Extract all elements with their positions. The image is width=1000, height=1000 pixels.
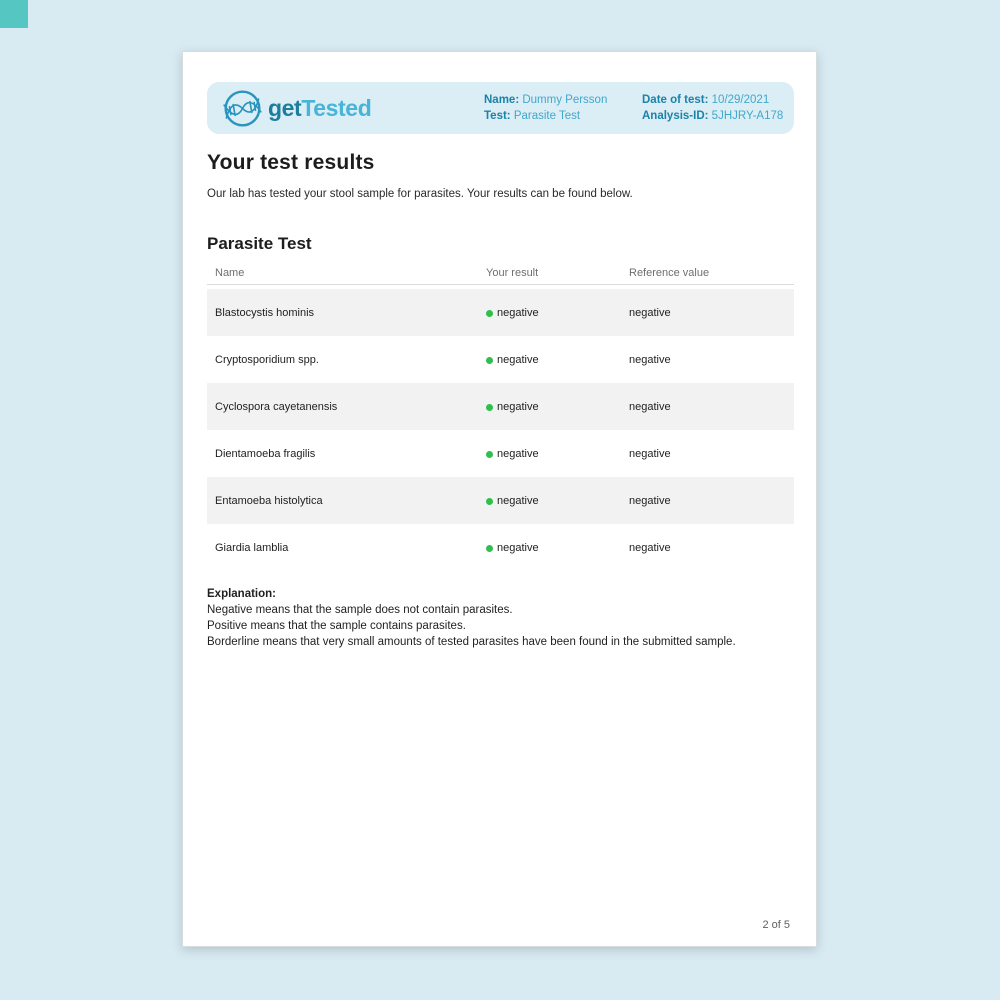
table-row: [207, 383, 794, 430]
test-meta-column: [642, 92, 783, 124]
test-label: Test:: [484, 110, 511, 122]
corner-marker: [0, 0, 28, 28]
section-title: Parasite Test: [207, 234, 312, 253]
result-cell: [486, 354, 629, 366]
result-cell: [486, 448, 629, 460]
reference-value: negative: [629, 400, 671, 413]
result-cell: [486, 401, 629, 413]
parasite-name: Entamoeba histolytica: [215, 494, 323, 507]
name-value: Dummy Persson: [522, 94, 608, 106]
dna-circle-icon: [222, 88, 263, 129]
explanation-lines: [207, 602, 792, 650]
status-dot-icon: [486, 545, 493, 552]
table-row: [207, 477, 794, 524]
name-label: Name:: [484, 94, 520, 106]
result-cell: [486, 307, 629, 319]
result-value: negative: [497, 541, 539, 554]
result-value: negative: [497, 353, 539, 366]
reference-value: negative: [629, 353, 671, 366]
explanation-title: Explanation:: [207, 588, 277, 600]
analysis-id-label: Analysis-ID:: [642, 110, 709, 122]
logo-text-tested: Tested: [301, 94, 372, 121]
status-dot-icon: [486, 310, 493, 317]
column-header-name: Name: [215, 267, 245, 279]
page-title: Your test results: [207, 151, 375, 174]
reference-value: negative: [629, 447, 671, 460]
date-of-test-row: [642, 92, 783, 108]
table-row: [207, 524, 794, 571]
test-type-row: [484, 108, 607, 124]
status-dot-icon: [486, 404, 493, 411]
explanation-block: [207, 586, 792, 650]
status-dot-icon: [486, 498, 493, 505]
reference-value: negative: [629, 541, 671, 554]
parasite-name: Cryptosporidium spp.: [215, 353, 319, 366]
table-body: [207, 289, 794, 571]
logo-text-get: get: [268, 94, 302, 121]
column-header-result: Your result: [486, 267, 539, 279]
intro-text: Our lab has tested your stool sample for parasites. Your results can be found below.: [207, 188, 633, 200]
table-row: [207, 430, 794, 477]
parasite-name: Dientamoeba fragilis: [215, 447, 316, 460]
explanation-line: Negative means that the sample does not contain parasites.: [207, 604, 513, 616]
result-cell: [486, 542, 629, 554]
parasite-name: Cyclospora cayetanensis: [215, 400, 338, 413]
result-value: negative: [497, 400, 539, 413]
patient-info-column: [484, 92, 607, 124]
result-value: negative: [497, 447, 539, 460]
date-label: Date of test:: [642, 94, 709, 106]
patient-name-row: [484, 92, 607, 108]
gettested-logo: [207, 88, 371, 129]
document-page: [182, 51, 817, 947]
table-header-row: [207, 265, 794, 285]
status-dot-icon: [486, 357, 493, 364]
status-dot-icon: [486, 451, 493, 458]
report-header-bar: [207, 82, 794, 134]
table-row: [207, 289, 794, 336]
explanation-line: Positive means that the sample contains parasites.: [207, 620, 466, 632]
column-header-reference: Reference value: [629, 267, 710, 279]
parasite-name: Blastocystis hominis: [215, 306, 315, 319]
reference-value: negative: [629, 306, 671, 319]
results-table: [207, 265, 794, 571]
reference-value: negative: [629, 494, 671, 507]
result-cell: [486, 495, 629, 507]
explanation-line: Borderline means that very small amounts of tested parasites have been found in the submitted sample.: [207, 636, 736, 648]
table-row: [207, 336, 794, 383]
page-number: 2 of 5: [762, 919, 790, 931]
result-value: negative: [497, 306, 539, 319]
analysis-id-row: [642, 108, 783, 124]
date-value: 10/29/2021: [711, 94, 770, 106]
logo-wordmark: [268, 94, 372, 121]
parasite-name: Giardia lamblia: [215, 541, 289, 554]
result-value: negative: [497, 494, 539, 507]
analysis-id-value: 5JHJRY-A178: [711, 110, 784, 122]
test-value: Parasite Test: [513, 110, 581, 122]
